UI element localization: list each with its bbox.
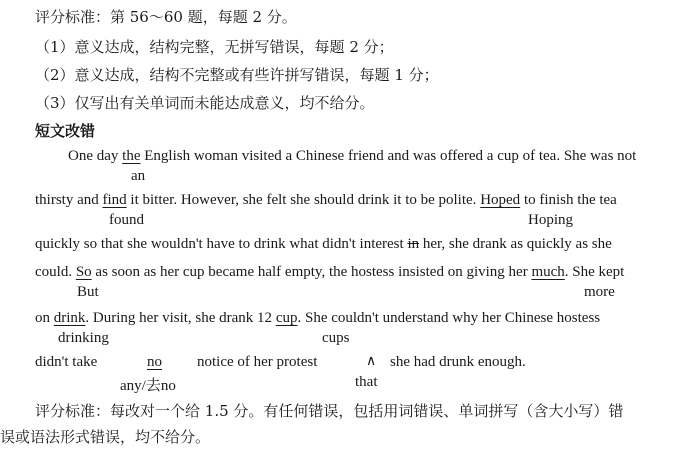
passage-line-6-start: didn't take xyxy=(35,354,98,370)
scoring-item-2: （2）意义达成，结构不完整或有些许拼写错误，每题 1 分； xyxy=(35,66,439,84)
scoring2-line-1: 评分标准：每改对一个给 1.5 分。有任何错误，包括用词错误、单词拼写（含大小写）错 xyxy=(35,402,624,420)
error-word-much: much xyxy=(531,264,565,280)
deleted-word-in: in xyxy=(407,236,420,252)
passage-line-4: could. So as soon as her cup became half empty, the hostess insisted on giving her much. She kept xyxy=(35,264,625,280)
correction-any: any/去no xyxy=(120,378,176,394)
passage-line-6-mid: notice of her protest xyxy=(197,354,318,370)
error-word-hoped: Hoped xyxy=(480,192,521,208)
passage-line-1: One day the English woman visited a Chinese friend and was offered a cup of tea. She was not xyxy=(68,148,637,164)
passage-line-3: quickly so that she wouldn't have to drink what didn't interest in her, she drank as quickly as she xyxy=(35,236,612,252)
section-title: 短文改错 xyxy=(35,122,96,140)
scoring-title: 评分标准：第 56～60 题，每题 2 分。 xyxy=(35,8,297,26)
passage-line-2: thirsty and find it bitter. However, she felt she should drink it to be polite. Hoped to finish the tea xyxy=(35,192,617,208)
error-word-no: no xyxy=(147,354,162,370)
scoring2-line-2: 误或语法形式错误，均不给分。 xyxy=(0,428,211,446)
correction-but: But xyxy=(77,284,99,300)
passage-line-6-end: she had drunk enough. xyxy=(390,354,526,370)
correction-that: that xyxy=(355,374,378,390)
correction-drinking: drinking xyxy=(58,330,109,346)
passage-line-5: on drink. During her visit, she drank 12 cup. She couldn't understand why her Chinese hostess xyxy=(35,310,601,326)
error-word-so: So xyxy=(75,264,92,280)
insertion-caret: ∧ xyxy=(366,353,377,369)
correction-more: more xyxy=(584,284,615,300)
scoring-item-1: （1）意义达成，结构完整，无拼写错误，每题 2 分； xyxy=(35,38,394,56)
correction-hoping: Hoping xyxy=(528,212,573,228)
error-word-find: find xyxy=(102,192,127,208)
correction-cups: cups xyxy=(322,330,350,346)
error-word-cup: cup xyxy=(275,310,298,326)
error-word-drink: drink xyxy=(53,310,86,326)
correction-found: found xyxy=(109,212,144,228)
scoring-item-3: （3）仅写出有关单词而未能达成意义，均不给分。 xyxy=(35,94,375,112)
error-word-the: the xyxy=(122,148,141,164)
correction-an: an xyxy=(131,168,146,184)
